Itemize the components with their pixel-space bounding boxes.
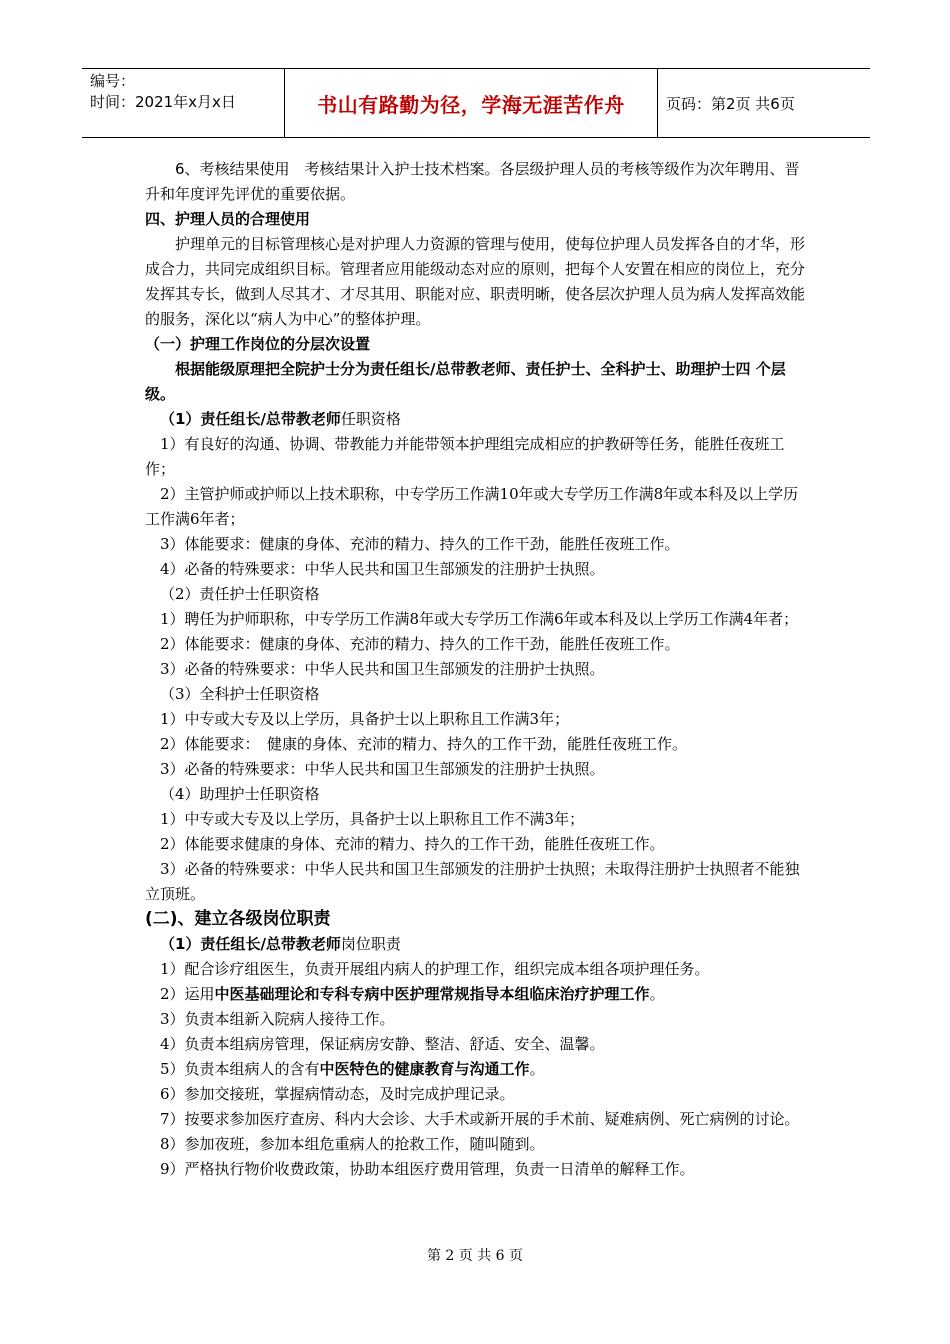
- duty-title-1: [145, 932, 810, 957]
- list-item: 9）严格执行物价收费政策，协助本组医疗费用管理，负责一日清单的解释工作。: [160, 1160, 695, 1178]
- qualification-title-1-bold: （1）责任组长/总带教老师: [160, 410, 341, 428]
- paragraph-levels: 根据能级原理把全院护士分为责任组长/总带教老师、责任护士、全科护士、助理护士四 个层级。: [145, 360, 786, 403]
- qualification-title-4: （4）助理护士任职资格: [160, 785, 320, 803]
- qualification-title-1-rest: 任职资格: [340, 410, 401, 428]
- list-item: 2）体能要求健康的身体、充沛的精力、持久的工作干劲，能胜任夜班工作。: [160, 835, 665, 853]
- list-item: 8）参加夜班，参加本组危重病人的抢救工作，随叫随到。: [160, 1135, 545, 1153]
- list-item: 6）参加交接班，掌握病情动态，及时完成护理记录。: [160, 1085, 515, 1103]
- duty-2-emphasis: 中医基础理论和专科专病中医护理常规指导本组临床治疗护理工作: [214, 985, 650, 1003]
- list-item: 4）必备的特殊要求：中华人民共和国卫生部颁发的注册护士执照。: [160, 560, 605, 578]
- qualification-title-2: （2）责任护士任职资格: [160, 585, 320, 603]
- header-page-number: 页码：第2页 共6页: [666, 94, 795, 113]
- list-item: 1）中专或大专及以上学历，具备护士以上职称且工作不满3年；: [160, 810, 585, 828]
- list-item: 4）负责本组病房管理，保证病房安静、整洁、舒适、安全、温馨。: [160, 1035, 605, 1053]
- list-item: 2）体能要求：健康的身体、充沛的精力、持久的工作干劲，能胜任夜班工作。: [160, 635, 680, 653]
- qualification-title-1: [145, 407, 810, 432]
- duty-2-suffix: 。: [649, 985, 665, 1003]
- list-item: 3）负责本组新入院病人接待工作。: [160, 1010, 395, 1028]
- list-item: 7）按要求参加医疗查房、科内大会诊、大手术或新开展的手术前、疑难病例、死亡病例的讨论。: [160, 1110, 800, 1128]
- list-item: 1）配合诊疗组医生，负责开展组内病人的护理工作，组织完成本组各项护理任务。: [160, 960, 710, 978]
- subsection-heading-2: (二)、建立各级岗位职责: [145, 909, 331, 929]
- header-meta: [82, 69, 284, 137]
- document-number-label: 编号：: [90, 72, 136, 90]
- duty-5-emphasis: 中医特色的健康教育与沟通工作: [319, 1060, 530, 1078]
- list-item: 1）中专或大专及以上学历，具备护士以上职称且工作满3年；: [160, 710, 570, 728]
- section-heading-4: 四、护理人员的合理使用: [145, 210, 311, 228]
- list-item: [145, 982, 810, 1007]
- list-item: 2）体能要求： 健康的身体、充沛的精力、持久的工作干劲，能胜任夜班工作。: [160, 735, 688, 753]
- document-date: 时间：2021年x月x日: [90, 93, 236, 111]
- duty-5-prefix: 5）负责本组病人的含有: [160, 1060, 320, 1078]
- duty-2-prefix: 2）运用: [160, 985, 215, 1003]
- list-item: [145, 1057, 810, 1082]
- paragraph-management-core: 护理单元的目标管理核心是对护理人力资源的管理与使用，使每位护理人员发挥各自的才华，形成合力，共同完成组织目标。管理者应用能级动态对应的原则，把每个人安置在相应的岗位上，充分发挥其专长，做到人尽其才、才尽其用、职能对应、职责明晰，使各层次护理人员为病人发挥高效能的服务，深化以“病人为中心”的整体护理。: [145, 235, 806, 328]
- duty-title-1-rest: 岗位职责: [340, 935, 401, 953]
- list-item: 3）体能要求：健康的身体、充沛的精力、持久的工作干劲，能胜任夜班工作。: [160, 535, 680, 553]
- header-motto: 书山有路勤为径，学海无涯苦作舟: [284, 69, 658, 137]
- paragraph-assessment-use: 6、考核结果使用 考核结果计入护士技术档案。各层级护理人员的考核等级作为次年聘用、晋升和年度评先评优的重要依据。: [145, 160, 800, 203]
- list-item: 3）必备的特殊要求：中华人民共和国卫生部颁发的注册护士执照；未取得注册护士执照者不能独立顶班。: [145, 860, 800, 903]
- list-item: 1）有良好的沟通、协调、带教能力并能带领本护理组完成相应的护教研等任务，能胜任夜班工作；: [145, 435, 785, 478]
- list-item: 2）主管护师或护师以上技术职称，中专学历工作满10年或大专学历工作满8年或本科及以上学历工作满6年者；: [145, 485, 799, 528]
- duty-5-suffix: 。: [529, 1060, 545, 1078]
- list-item: 3）必备的特殊要求：中华人民共和国卫生部颁发的注册护士执照。: [160, 660, 605, 678]
- page-footer: 第 2 页 共 6 页: [426, 1248, 524, 1264]
- document-body: [145, 157, 810, 1182]
- page-header: [82, 68, 870, 138]
- subsection-heading-1: （一）护理工作岗位的分层次设置: [145, 335, 371, 353]
- qualification-title-3: （3）全科护士任职资格: [160, 685, 320, 703]
- duty-title-1-bold: （1）责任组长/总带教老师: [160, 935, 341, 953]
- list-item: 1）聘任为护师职称，中专学历工作满8年或大专学历工作满6年或本科及以上学历工作满4年者；: [160, 610, 799, 628]
- list-item: 3）必备的特殊要求：中华人民共和国卫生部颁发的注册护士执照。: [160, 760, 605, 778]
